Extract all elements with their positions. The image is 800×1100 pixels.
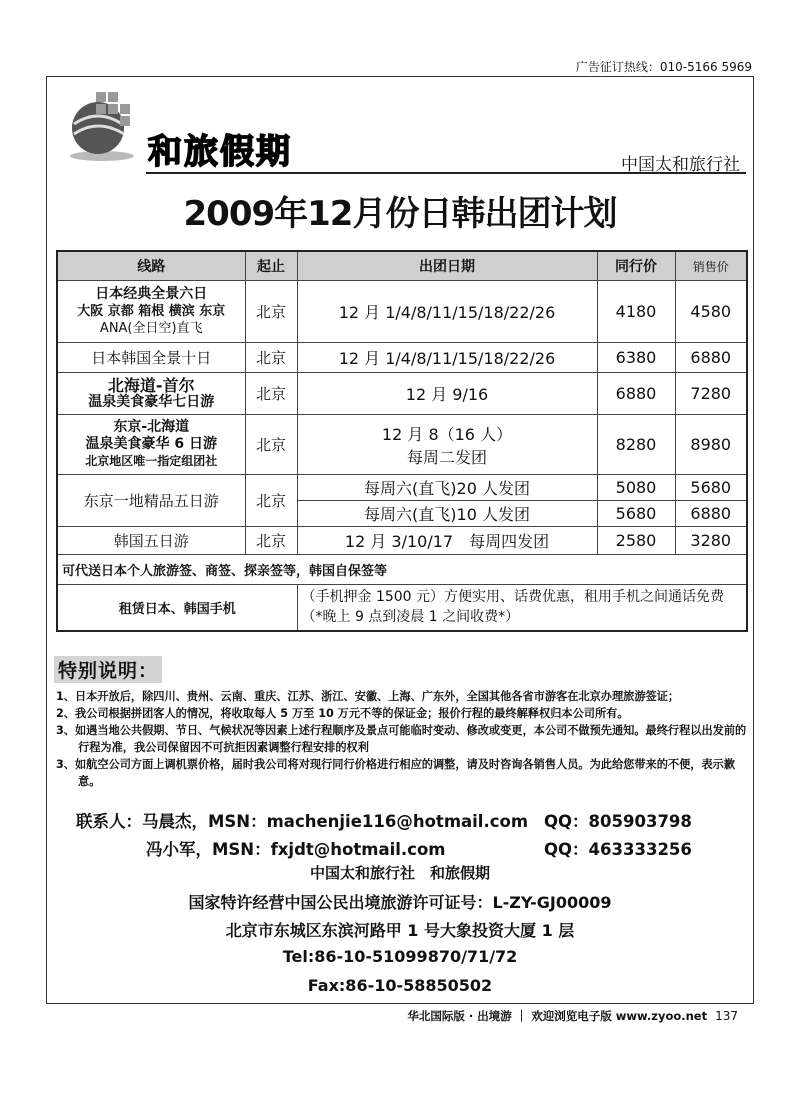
route-line: ANA(全日空)直飞 <box>99 321 203 336</box>
route-line: 东京-北海道 <box>113 419 190 435</box>
notes-heading: 特别说明： <box>54 656 162 683</box>
route-line: 温泉美食豪华 6 日游 <box>85 436 217 452</box>
retail-price-cell: 6880 <box>675 501 747 527</box>
trade-price-cell: 5680 <box>597 501 675 527</box>
city-cell: 北京 <box>245 415 297 475</box>
note-item: 3、如遇当地公共假期、节日、气候状况等因素上述行程顺序及景点可能临时变动、修改或变更，本公司不做预先通知。最终行程以出发前的行程为准，我公司保留因不可抗拒因素调整行程安排的权利 <box>56 724 747 754</box>
header-trade-price: 同行价 <box>597 251 675 281</box>
header-divider <box>146 172 746 174</box>
table-row <box>57 585 747 631</box>
dates-cell: 每周六(直飞)20 人发团 <box>297 475 597 501</box>
table-row <box>57 373 747 415</box>
page-title: 2009年12月份日韩出团计划 <box>183 194 617 234</box>
retail-price-cell: 4580 <box>675 281 747 343</box>
route-cell <box>57 373 245 415</box>
visa-note: 可代送日本个人旅游签、商签、探亲签等，韩国自保签等 <box>57 555 747 585</box>
company-name: 中国太和旅行社 <box>621 155 740 175</box>
phone-rental-label: 租赁日本、韩国手机 <box>57 585 297 631</box>
city-cell: 北京 <box>245 343 297 373</box>
page-footer <box>407 1008 738 1024</box>
city-cell: 北京 <box>245 281 297 343</box>
route-cell: 日本韩国全景十日 <box>57 343 245 373</box>
contact-line-2: 冯小军，MSN：fxjdt@hotmail.com <box>146 840 446 859</box>
note-item: 2、我公司根据拼团客人的情况，将收取每人 5 万至 10 万元不等的保证金；报价行程的最终解释权归本公司所有。 <box>56 707 629 720</box>
table-header-row <box>57 251 747 281</box>
phone-rental-detail: （手机押金 1500 元）方便实用、话费优惠，租用手机之间通话免费（*晚上 9 点到凌晨 1 之间收费*） <box>297 585 747 631</box>
tour-plan-table <box>56 250 748 632</box>
brand-logo-text: 和旅假期 <box>148 132 292 172</box>
retail-price-cell: 3280 <box>675 527 747 555</box>
header-dates: 出团日期 <box>297 251 597 281</box>
dates-cell: 12 月 1/4/8/11/15/18/22/26 <box>297 343 597 373</box>
route-cell: 韩国五日游 <box>57 527 245 555</box>
route-cell <box>57 415 245 475</box>
retail-price-cell: 6880 <box>675 343 747 373</box>
trade-price-cell: 4180 <box>597 281 675 343</box>
table-row <box>57 415 747 475</box>
footer-text: 华北国际版 · 出境游 ｜ 欢迎浏览电子版 www.zyoo.net <box>407 1009 708 1023</box>
route-line: 日本经典全景六日 <box>95 286 208 302</box>
trade-price-cell: 8280 <box>597 415 675 475</box>
route-line: 北京地区唯一指定组团社 <box>85 454 218 468</box>
trade-price-cell: 2580 <box>597 527 675 555</box>
dates-cell: 12 月 9/16 <box>297 373 597 415</box>
dates-line: 每周二发团 <box>406 447 487 467</box>
trade-price-cell: 6880 <box>597 373 675 415</box>
contact-qq-2: QQ：463333256 <box>544 840 692 859</box>
contact-qq-1: QQ：805903798 <box>544 812 692 831</box>
route-line: 北海道-首尔 <box>107 375 195 395</box>
dates-cell: 12 月 1/4/8/11/15/18/22/26 <box>297 281 597 343</box>
notes-list <box>56 688 750 790</box>
dates-cell: 12 月 3/10/17 每周四发团 <box>297 527 597 555</box>
retail-price-cell: 7280 <box>675 373 747 415</box>
fax: Fax:86-10-58850502 <box>307 976 493 995</box>
city-cell: 北京 <box>245 373 297 415</box>
route-cell <box>57 281 245 343</box>
header-route: 线路 <box>57 251 245 281</box>
header-retail-price: 销售价 <box>675 251 747 281</box>
note-item: 1、日本开放后，除四川、贵州、云南、重庆、江苏、浙江、安徽、上海、广东外，全国其他各省市游客在北京办理旅游签证； <box>56 690 680 703</box>
license-number: 国家特许经营中国公民出境旅游许可证号：L-ZY-GJ00009 <box>188 893 612 912</box>
retail-price-cell: 8980 <box>675 415 747 475</box>
route-line: 大阪 京都 箱根 横滨 东京 <box>77 304 226 319</box>
ad-hotline: 广告征订热线：010-5166 5969 <box>575 60 752 74</box>
trade-price-cell: 6380 <box>597 343 675 373</box>
table-row <box>57 555 747 585</box>
table-row <box>57 527 747 555</box>
header-city: 起止 <box>245 251 297 281</box>
org-names: 中国太和旅行社 和旅假期 <box>309 864 490 882</box>
city-cell: 北京 <box>245 475 297 527</box>
telephone: Tel:86-10-51099870/71/72 <box>282 947 518 966</box>
note-item: 3、如航空公司方面上调机票价格，届时我公司将对现行同行价格进行相应的调整，请及时咨询各销售人员。为此给您带来的不便，表示歉意。 <box>56 758 736 788</box>
city-cell: 北京 <box>245 527 297 555</box>
address: 北京市东城区东滨河路甲 1 号大象投资大厦 1 层 <box>225 921 575 940</box>
retail-price-cell: 5680 <box>675 475 747 501</box>
table-row <box>57 281 747 343</box>
table-row <box>57 343 747 373</box>
route-cell: 东京一地精品五日游 <box>57 475 245 527</box>
route-line: 温泉美食豪华七日游 <box>88 393 215 410</box>
dates-cell <box>297 415 597 475</box>
dates-line: 12 月 8（16 人） <box>381 424 513 444</box>
dates-cell: 每周六(直飞)10 人发团 <box>297 501 597 527</box>
globe-logo-icon <box>62 88 142 168</box>
page-number: 137 <box>715 1009 738 1023</box>
table-row <box>57 475 747 501</box>
trade-price-cell: 5080 <box>597 475 675 501</box>
contact-line-1: 联系人：马晨杰，MSN：machenjie116@hotmail.com <box>76 812 529 831</box>
